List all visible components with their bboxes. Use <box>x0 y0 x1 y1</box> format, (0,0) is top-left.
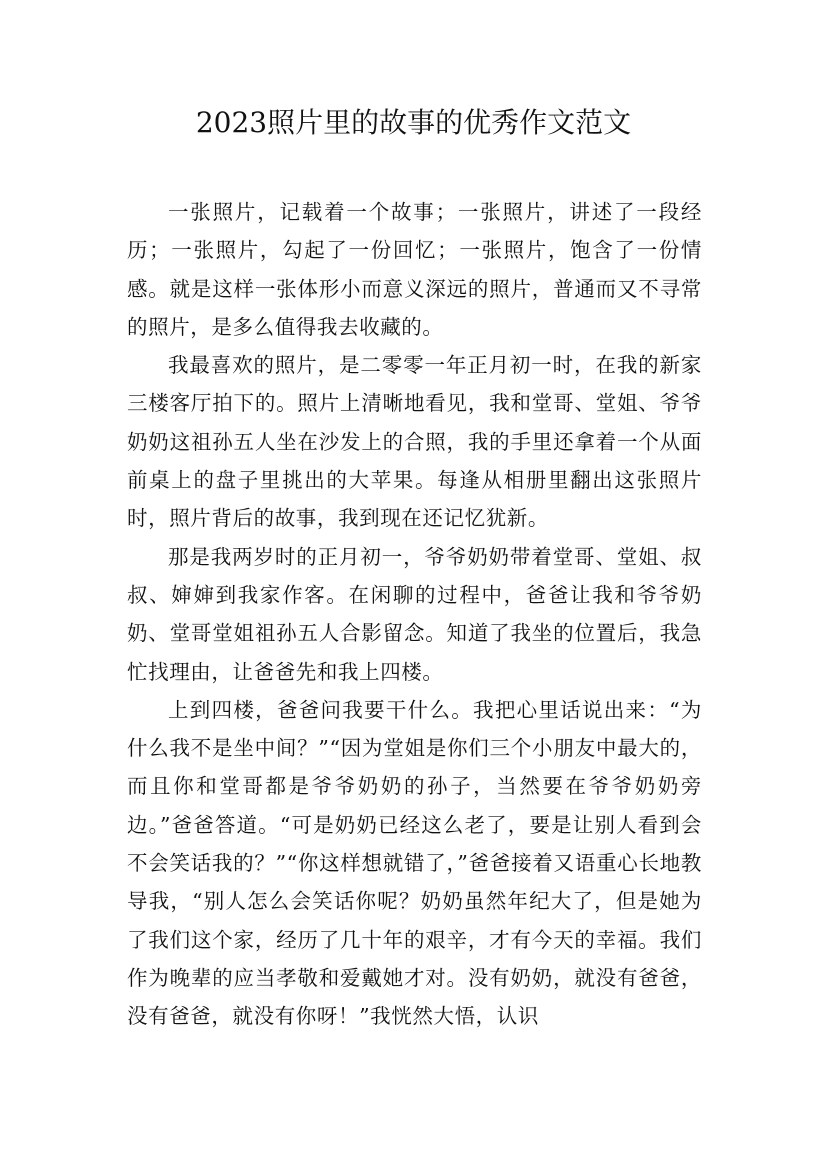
paragraph-1: 一张照片，记载着一个故事；一张照片，讲述了一段经历；一张照片，勾起了一份回忆；一张照片，饱含了一份情感。就是这样一张体形小而意义深远的照片，普通而又不寻常的照片，是多么值得我去收藏的。 <box>127 200 702 339</box>
paragraph-2: 我最喜欢的照片，是二零零一年正月初一时，在我的新家三楼客厅拍下的。照片上清晰地看见，我和堂哥、堂姐、爷爷奶奶这祖孙五人坐在沙发上的合照，我的手里还拿着一个从面前桌上的盘子里挑出的大苹果。每逢从相册里翻出这张照片时，照片背后的故事，我到现在还记忆犹新。 <box>127 353 702 531</box>
paragraph-3: 那是我两岁时的正月初一，爷爷奶奶带着堂哥、堂姐、叔叔、婶婶到我家作客。在闲聊的过程中，爸爸让我和爷爷奶奶、堂哥堂姐祖孙五人合影留念。知道了我坐的位置后，我急忙找理由，让爸爸先和我上四楼。 <box>127 544 702 684</box>
document-body <box>127 193 702 1036</box>
paragraph-4: 上到四楼，爸爸问我要干什么。我把心里话说出来：“为什么我不是坐中间？”“因为堂姐是你们三个小朋友中最大的，而且你和堂哥都是爷爷奶奶的孙子，当然要在爷爷奶奶旁边。”爸爸答道。“可是奶奶已经这么老了，要是让别人看到会不会笑话我的？”“你这样想就错了，”爸爸接着又语重心长地教导我，“别人怎么会笑话你呢？奶奶虽然年纪大了，但是她为了我们这个家，经历了几十年的艰辛，才有今天的幸福。我们作为晚辈的应当孝敬和爱戴她才对。没有奶奶，就没有爸爸，没有爸爸，就没有你呀！”我恍然大悟，认识 <box>127 697 702 1029</box>
document-title: 2023照片里的故事的优秀作文范文 <box>195 106 632 139</box>
